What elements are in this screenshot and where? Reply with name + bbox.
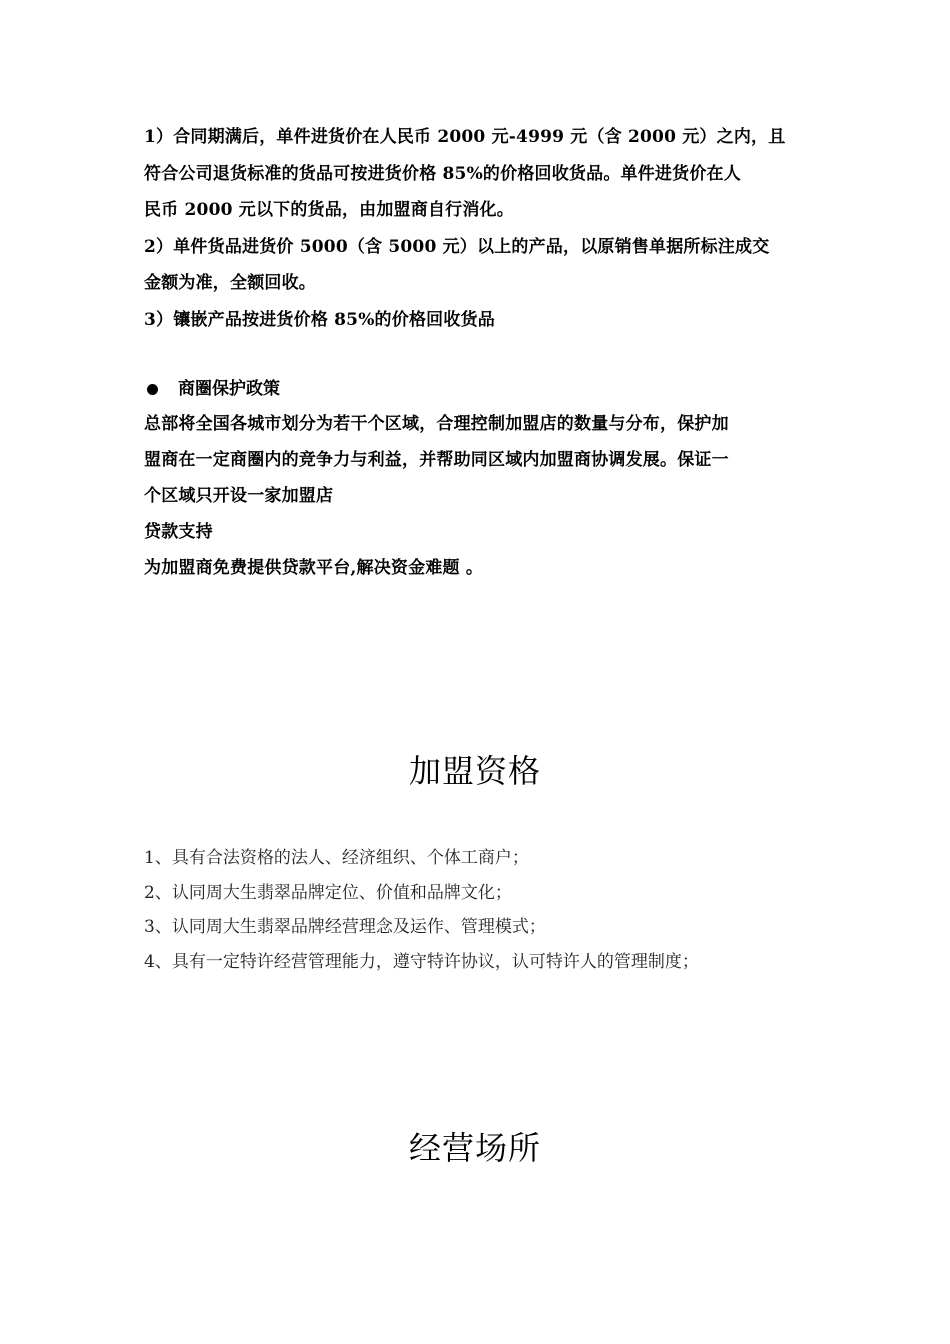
returns-line-1: 1）合同期满后，单件进货价在人民币 2000 元-4999 元（含 2000 元）之内，且 (144, 127, 786, 147)
bullet-dot-icon (147, 384, 158, 395)
loan-support-text: 为加盟商免费提供贷款平台,解决资金难题 。 (144, 558, 484, 578)
qualification-item-3: 3、认同周大生翡翠品牌经营理念及运作、管理模式； (144, 917, 546, 937)
loan-support-title: 贷款支持 (144, 522, 213, 542)
territory-line-1: 总部将全国各城市划分为若干个区域，合理控制加盟店的数量与分布，保护加 (144, 414, 729, 434)
returns-policy-block (144, 119, 804, 338)
qualification-item-2: 2、认同周大生翡翠品牌定位、价值和品牌文化； (144, 882, 512, 903)
returns-line-3: 民币 2000 元以下的货品，由加盟商自行消化。 (144, 200, 514, 220)
premises-heading: 经营场所 (408, 1129, 541, 1167)
territory-bullet-title: 商圈保护政策 (178, 379, 280, 399)
qualification-item-1: 1、具有合法资格的法人、经济组织、个体工商户； (144, 848, 529, 868)
returns-line-2: 符合公司退货标准的货品可按进货价格 85%的价格回收货品。单件进货价在人 (144, 163, 741, 184)
territory-line-2: 盟商在一定商圈内的竞争力与利益，并帮助同区域内加盟商协调发展。保证一 (144, 450, 729, 470)
territory-bullet (147, 374, 280, 404)
qualification-list (144, 841, 804, 979)
returns-line-4: 2）单件货品进货价 5000（含 5000 元）以上的产品，以原销售单据所标注成交 (144, 236, 770, 257)
territory-policy-block (144, 406, 804, 586)
returns-line-6: 3）镶嵌产品按进货价格 85%的价格回收货品 (144, 309, 495, 330)
qualification-item-4: 4、具有一定特许经营管理能力，遵守特许协议，认可特许人的管理制度； (144, 951, 699, 972)
territory-line-3: 个区域只开设一家加盟店 (144, 486, 334, 506)
qualification-heading: 加盟资格 (408, 752, 541, 790)
returns-line-5: 金额为准，全额回收。 (144, 273, 316, 293)
